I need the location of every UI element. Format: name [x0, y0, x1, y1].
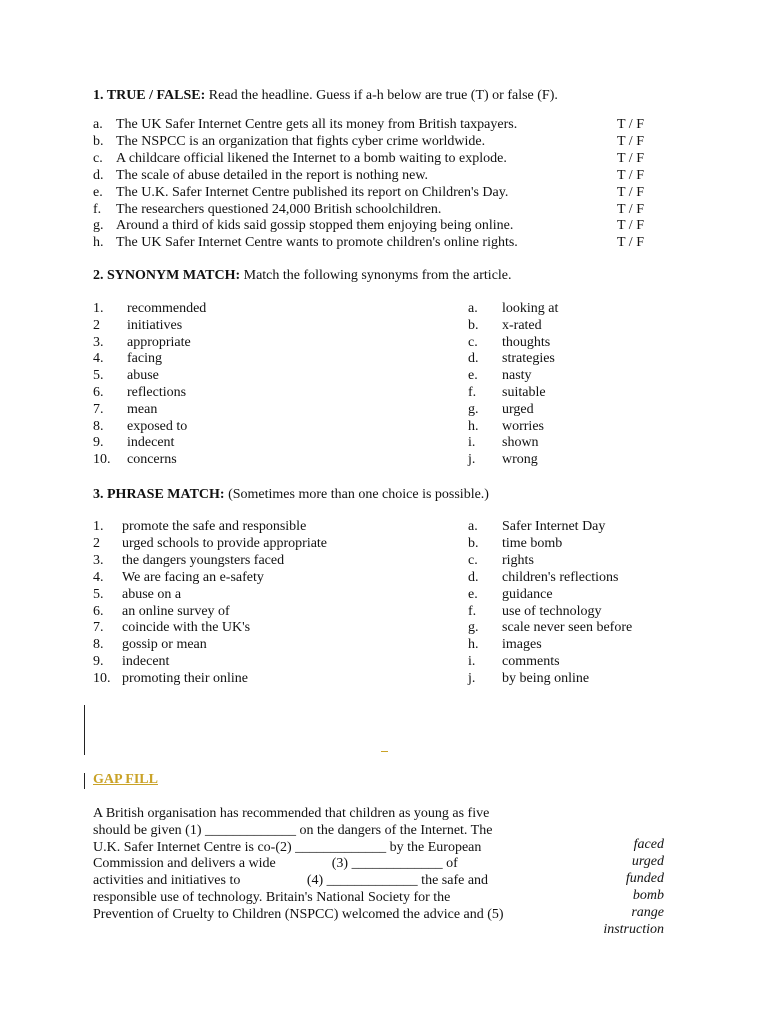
synonym-letter: j.	[468, 452, 476, 468]
item-letter: b.	[93, 133, 104, 149]
item-letter: g.	[93, 218, 104, 234]
true-false-item	[0, 235, 768, 252]
phrase-start: the dangers youngsters faced	[122, 552, 285, 568]
item-statement: The UK Safer Internet Centre gets all its money from British taxpayers.	[116, 117, 518, 132]
section3-number: 3.	[93, 487, 104, 502]
phrase-ending: time bomb	[502, 535, 563, 551]
synonym-number: 2	[93, 317, 100, 333]
section2-heading	[93, 268, 512, 284]
word-box-item: urged	[631, 854, 664, 869]
synonym-number: 7.	[93, 401, 104, 417]
true-false-item	[0, 134, 768, 151]
item-letter: f.	[93, 201, 102, 217]
phrase-number: 9.	[93, 654, 104, 670]
phrase-start: promote the safe and responsible	[122, 519, 307, 534]
true-false-item	[0, 202, 768, 219]
synonym-number: 1.	[93, 301, 104, 316]
item-statement: The U.K. Safer Internet Centre published its report on Children's Day.	[116, 184, 509, 200]
synonym-match: shown	[502, 435, 539, 451]
item-statement: The researchers questioned 24,000 British schoolchildren.	[116, 201, 442, 217]
true-false-answer: T / F	[617, 235, 644, 251]
item-letter: d.	[93, 167, 104, 183]
section3-heading	[93, 487, 489, 503]
synonym-row	[0, 335, 768, 352]
gap-fill-marker-bar	[84, 773, 85, 789]
synonym-row	[0, 402, 768, 419]
item-statement: The UK Safer Internet Centre wants to promote children's online rights.	[116, 235, 518, 251]
synonym-match: suitable	[502, 385, 546, 400]
synonym-match: strategies	[502, 351, 555, 367]
synonym-word: indecent	[127, 435, 175, 451]
synonym-word: facing	[127, 351, 162, 367]
true-false-answer: T / F	[617, 201, 644, 217]
phrase-row	[0, 620, 768, 637]
synonym-number: 4.	[93, 351, 104, 367]
section3-title: PHRASE MATCH:	[107, 487, 225, 502]
phrase-start: abuse on a	[122, 586, 182, 602]
item-statement: Around a third of kids said gossip stopped them enjoying being online.	[116, 218, 514, 234]
true-false-item	[0, 218, 768, 235]
synonym-match: nasty	[502, 368, 532, 384]
section2-title: SYNONYM MATCH:	[107, 268, 241, 283]
phrase-start: an online survey of	[122, 603, 230, 619]
word-box-item: funded	[625, 871, 664, 886]
synonym-number: 10.	[93, 452, 111, 468]
section2-instruction: Match the following synonyms from the article.	[243, 268, 512, 283]
gap-fill-paragraph	[93, 806, 543, 924]
cursor-underscore	[381, 751, 388, 752]
section1-instruction: Read the headline. Guess if a-h below are true (T) or false (F).	[208, 88, 558, 103]
phrase-row	[0, 671, 768, 688]
phrase-letter: i.	[468, 654, 476, 670]
phrase-row	[0, 637, 768, 654]
item-letter: c.	[93, 150, 103, 166]
phrase-ending: use of technology	[502, 603, 602, 619]
section1-heading	[93, 88, 558, 104]
synonym-letter: i.	[468, 435, 476, 451]
item-statement: The scale of abuse detailed in the report is nothing new.	[116, 167, 429, 183]
phrase-number: 4.	[93, 569, 104, 585]
synonym-row	[0, 351, 768, 368]
true-false-answer: T / F	[617, 184, 644, 200]
section1-title: TRUE / FALSE:	[106, 88, 206, 103]
phrase-number: 10.	[93, 671, 111, 687]
phrase-letter: d.	[468, 569, 479, 585]
phrase-ending: guidance	[502, 586, 553, 602]
paragraph-line: U.K. Safer Internet Centre is co-(2) _____________ by the European	[93, 839, 482, 855]
phrase-row	[0, 519, 768, 536]
phrase-row	[0, 604, 768, 621]
phrase-letter: g.	[468, 620, 479, 636]
synonym-row	[0, 419, 768, 436]
item-letter: a.	[93, 117, 103, 132]
text-cursor-bar	[84, 705, 85, 755]
synonym-letter: e.	[468, 368, 478, 384]
synonym-match: x-rated	[502, 317, 542, 333]
paragraph-line: Commission and delivers a wide (3) _____________ of	[93, 856, 458, 872]
item-statement: A childcare official likened the Internet to a bomb waiting to explode.	[116, 150, 507, 166]
synonym-word: appropriate	[127, 334, 191, 350]
synonym-row	[0, 318, 768, 335]
synonym-letter: f.	[468, 385, 477, 400]
section1-number: 1.	[93, 88, 104, 103]
phrase-letter: f.	[468, 603, 477, 619]
phrase-ending: by being online	[502, 671, 590, 687]
synonym-number: 3.	[93, 334, 104, 350]
phrase-number: 5.	[93, 586, 104, 602]
phrase-number: 8.	[93, 637, 104, 653]
phrase-start: urged schools to provide appropriate	[122, 535, 328, 551]
phrase-letter: j.	[468, 671, 476, 687]
phrase-row	[0, 570, 768, 587]
synonym-number: 9.	[93, 435, 104, 451]
true-false-item	[0, 117, 768, 134]
gap-fill-word-box	[580, 836, 664, 938]
word-box-item: instruction	[603, 922, 664, 937]
item-letter: h.	[93, 235, 104, 251]
synonym-match: thoughts	[502, 334, 551, 350]
true-false-answer: T / F	[617, 117, 644, 132]
synonym-word: recommended	[127, 301, 207, 316]
phrase-row	[0, 536, 768, 553]
phrase-letter: e.	[468, 586, 478, 602]
phrase-row	[0, 553, 768, 570]
synonym-row	[0, 385, 768, 402]
paragraph-line: responsible use of technology. Britain's National Society for the	[93, 889, 451, 905]
phrase-ending: rights	[502, 552, 534, 568]
synonym-number: 5.	[93, 368, 104, 384]
phrase-row	[0, 654, 768, 671]
paragraph-line: A British organisation has recommended that children as young as five	[93, 806, 490, 821]
synonym-word: initiatives	[127, 317, 183, 333]
true-false-answer: T / F	[617, 150, 644, 166]
phrase-start: indecent	[122, 654, 170, 670]
item-letter: e.	[93, 184, 103, 200]
synonym-row	[0, 368, 768, 385]
word-box-item: bomb	[632, 888, 664, 903]
synonym-match: worries	[502, 418, 544, 434]
phrase-number: 7.	[93, 620, 104, 636]
paragraph-line: activities and initiatives to (4) _____________ the safe and	[93, 873, 489, 889]
phrase-start: gossip or mean	[122, 637, 207, 653]
synonym-number: 6.	[93, 385, 104, 400]
true-false-item	[0, 168, 768, 185]
true-false-item	[0, 151, 768, 168]
true-false-item	[0, 185, 768, 202]
phrase-letter: b.	[468, 535, 479, 551]
phrase-row	[0, 587, 768, 604]
word-box-item: faced	[633, 837, 664, 852]
paragraph-line: Prevention of Cruelty to Children (NSPCC) welcomed the advice and (5)	[93, 906, 504, 922]
gap-fill-title: GAP FILL	[93, 772, 158, 787]
phrase-start: promoting their online	[122, 671, 248, 687]
phrase-number: 1.	[93, 519, 104, 534]
phrase-ending: scale never seen before	[502, 620, 633, 636]
phrase-ending: children's reflections	[502, 569, 619, 585]
phrase-number: 2	[93, 535, 100, 551]
synonym-word: abuse	[127, 368, 159, 384]
synonym-letter: h.	[468, 418, 479, 434]
synonym-match: looking at	[502, 301, 559, 316]
phrase-letter: a.	[468, 519, 478, 534]
phrase-number: 6.	[93, 603, 104, 619]
phrase-ending: comments	[502, 654, 560, 670]
phrase-letter: c.	[468, 552, 478, 568]
synonym-match: urged	[502, 401, 534, 417]
word-box-item: range	[631, 905, 664, 920]
phrase-ending: images	[502, 637, 542, 653]
true-false-answer: T / F	[617, 218, 644, 234]
phrase-number: 3.	[93, 552, 104, 568]
synonym-letter: g.	[468, 401, 479, 417]
phrase-start: We are facing an e-safety	[122, 569, 264, 585]
synonym-row	[0, 435, 768, 452]
synonym-word: concerns	[127, 452, 177, 468]
phrase-start: coincide with the UK's	[122, 620, 251, 636]
synonym-row	[0, 452, 768, 469]
synonym-letter: d.	[468, 351, 479, 367]
synonym-letter: b.	[468, 317, 479, 333]
synonym-word: reflections	[127, 385, 187, 400]
synonym-row	[0, 301, 768, 318]
synonym-letter: a.	[468, 301, 478, 316]
synonym-word: mean	[127, 401, 158, 417]
phrase-letter: h.	[468, 637, 479, 653]
synonym-match: wrong	[502, 452, 538, 468]
synonym-letter: c.	[468, 334, 478, 350]
synonym-number: 8.	[93, 418, 104, 434]
section2-number: 2.	[93, 268, 104, 283]
true-false-answer: T / F	[617, 133, 644, 149]
true-false-answer: T / F	[617, 167, 644, 183]
paragraph-line: should be given (1) _____________ on the dangers of the Internet. The	[93, 822, 493, 838]
section3-instruction: (Sometimes more than one choice is possible.)	[228, 487, 489, 502]
phrase-ending: Safer Internet Day	[502, 519, 606, 534]
synonym-word: exposed to	[127, 418, 188, 434]
item-statement: The NSPCC is an organization that fights cyber crime worldwide.	[116, 133, 486, 149]
